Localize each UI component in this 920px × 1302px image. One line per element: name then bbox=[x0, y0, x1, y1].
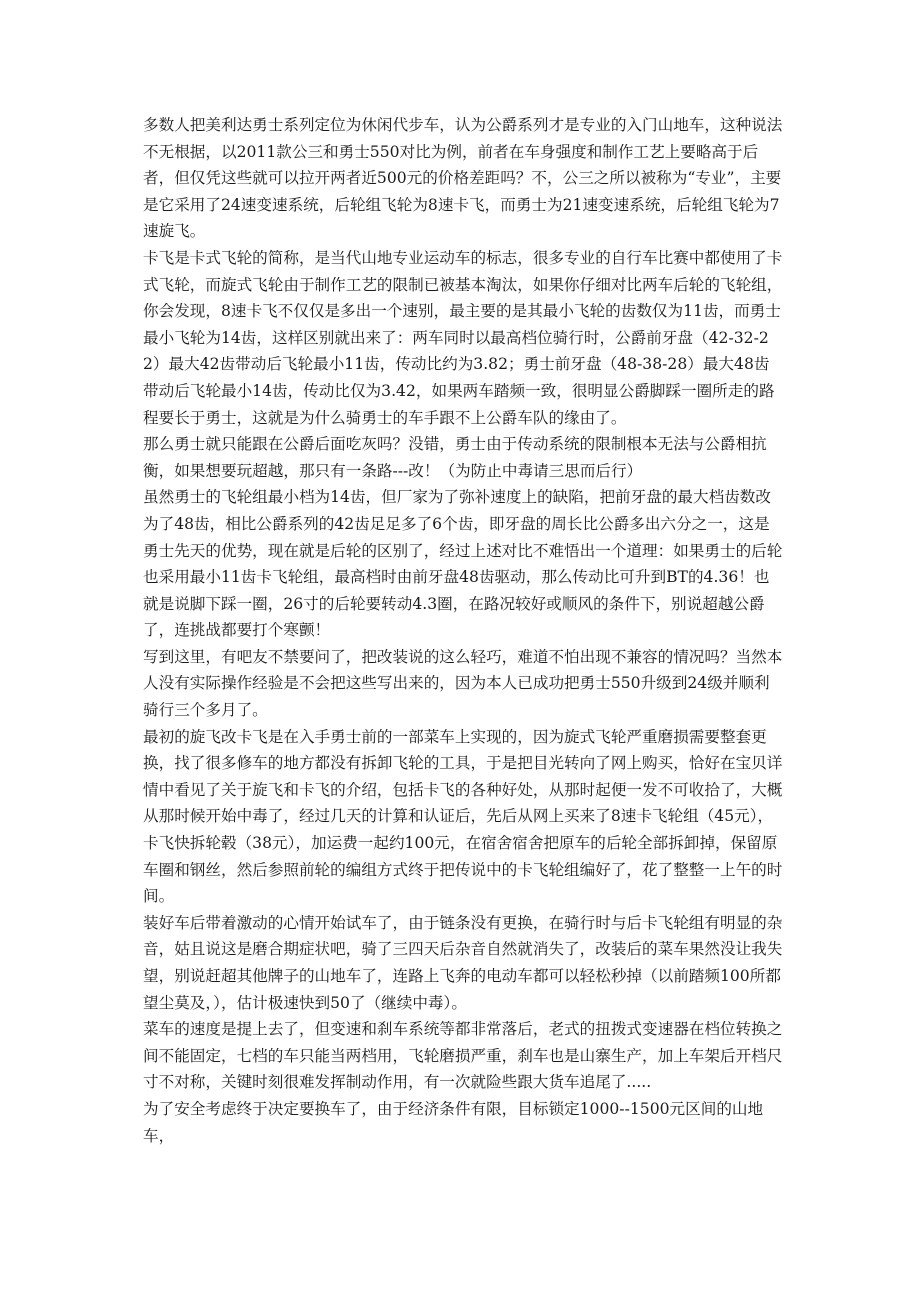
paragraph-6: 最初的旋飞改卡飞是在入手勇士前的一部菜车上实现的，因为旋式飞轮严重磨损需要整套更换，找了很多修车的地方都没有拆卸飞轮的工具，于是把目光转向了网上购买，恰好在宝贝详情中看见了关于旋飞和卡飞的介绍，包括卡飞的各种好处，从那时起便一发不可收拾了，大概从那时候开始中毒了，经过几天的计算和认证后，先后从网上买来了8速卡飞轮组（45元），卡飞快拆轮毂（38元），加运费一起约100元，在宿舍宿舍把原车的后轮全部拆卸掉，保留原车圈和钢丝，然后参照前轮的编组方式终于把传说中的卡飞轮组编好了，花了整整一上午的时间。 bbox=[143, 727, 783, 906]
paragraph-7: 装好车后带着激动的心情开始试车了，由于链条没有更换，在骑行时与后卡飞轮组有明显的杂音，姑且说这是磨合期症状吧，骑了三四天后杂音自然就消失了，改装后的菜车果然没让我失望，别说赶超其他牌子的山地车了，连路上飞奔的电动车都可以轻松秒掉（以前踏频100所都望尘莫及，），估计极速快到50了（继续中毒）。 bbox=[143, 913, 783, 1012]
paragraph-8: 菜车的速度是提上去了，但变速和刹车系统等都非常落后，老式的扭拨式变速器在档位转换之间不能固定，七档的车只能当两档用，飞轮磨损严重，刹车也是山寨生产，加上车架后开档尺寸不对称，关键时刻很难发挥制动作用，有一次就险些跟大货车追尾了..... bbox=[143, 1020, 783, 1092]
paragraph-5: 写到这里，有吧友不禁要问了，把改装说的这么轻巧，难道不怕出现不兼容的情况吗？当然本人没有实际操作经验是不会把这些写出来的，因为本人已成功把勇士550升级到24级并顺利骑行三个多月了。 bbox=[143, 647, 783, 720]
paragraph-9: 为了安全考虑终于决定要换车了，由于经济条件有限，目标锁定1000--1500元区间的山地车， bbox=[143, 1099, 764, 1145]
paragraph-2: 卡飞是卡式飞轮的简称，是当代山地专业运动车的标志，很多专业的自行车比赛中都使用了卡式飞轮，而旋式飞轮由于制作工艺的限制已被基本淘汰，如果你仔细对比两车后轮的飞轮组，你会发现，8速卡飞不仅仅是多出一个速别，最主要的是其最小飞轮的齿数仅为11齿，而勇士最小飞轮为14齿，这样区别就出来了：两车同时以最高档位骑行时，公爵前牙盘（42-32-22）最大42齿带动后飞轮最小11齿，传动比约为3.82；勇士前牙盘（48-38-28）最大48齿带动后飞轮最小14齿，传动比仅为3.42，如果两车踏频一致，很明显公爵脚踩一圈所走的路程要长于勇士，这就是为什么骑勇士的车手跟不上公爵车队的缘由了。 bbox=[143, 248, 783, 427]
paragraph-1: 多数人把美利达勇士系列定位为休闲代步车，认为公爵系列才是专业的入门山地车，这种说法不无根据，以2011款公三和勇士550对比为例，前者在车身强度和制作工艺上要略高于后者，但仅凭这些就可以拉开两者近500元的价格差距吗？不，公三之所以被称为“专业”，主要是它采用了24速变速系统，后轮组飞轮为8速卡飞，而勇士为21速变速系统，后轮组飞轮为7速旋飞。 bbox=[143, 116, 783, 241]
document-page bbox=[143, 112, 783, 1149]
paragraph-4: 虽然勇士的飞轮组最小档为14齿，但厂家为了弥补速度上的缺陷，把前牙盘的最大档齿数改为了48齿，相比公爵系列的42齿足足多了6个齿，即牙盘的周长比公爵多出六分之一，这是勇士先天的优势，现在就是后轮的区别了，经过上述对比不难悟出一个道理：如果勇士的后轮也采用最小11齿卡飞轮组，最高档时由前牙盘48齿驱动，那么传动比可升到BT的4.36！也就是说脚下踩一圈，26寸的后轮要转动4.3圈，在路况较好或顺风的条件下，别说超越公爵了，连挑战都要打个寒颤！ bbox=[143, 488, 783, 640]
paragraph-3: 那么勇士就只能跟在公爵后面吃灰吗？没错，勇士由于传动系统的限制根本无法与公爵相抗衡，如果想要玩超越，那只有一条路---改！（为防止中毒请三思而后行） bbox=[143, 435, 767, 480]
